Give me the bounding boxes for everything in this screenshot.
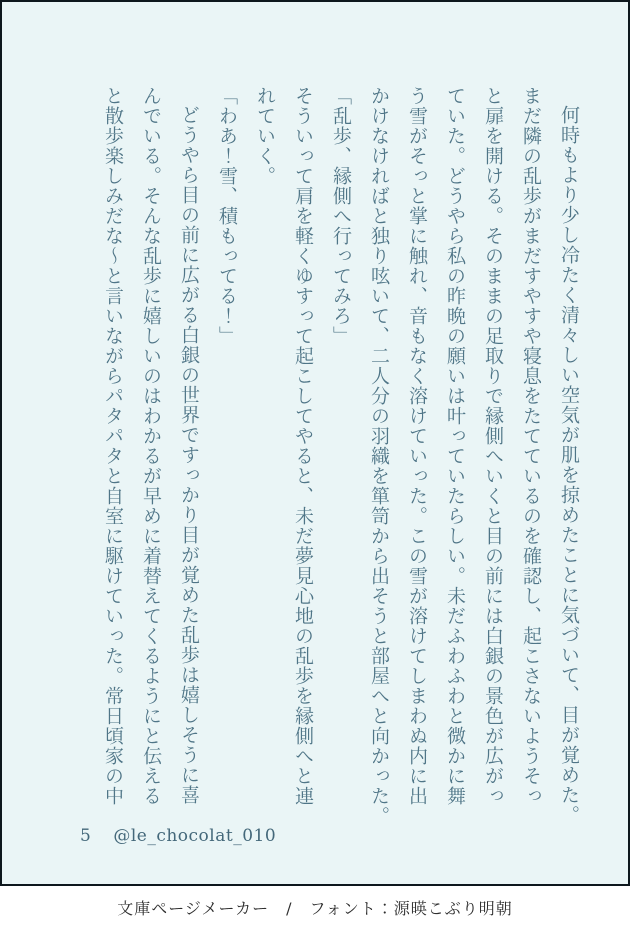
text-line: と散歩楽しみだな～と言いながらパタパタと自室に駆けていった。常日頃家の中 — [102, 86, 124, 806]
text-line: 何時もより少し冷たく清々しい空気が肌を掠めたことに気づいて、目が覚めた。 — [558, 105, 580, 825]
text-line: そういって肩を軽くゆすって起こしてやると、未だ夢見心地の乱歩を縁側へと連 — [292, 86, 314, 806]
text-line: れていく。 — [254, 86, 276, 186]
text-line: まだ隣の乱歩がまだすやすや寝息をたてているのを確認し、起こさないようそっ — [520, 86, 542, 806]
vertical-text-block — [94, 86, 588, 834]
author-handle: @le_chocolat_010 — [113, 826, 277, 846]
text-line: ていた。どうやら私の昨晩の願いは叶っていたらしい。未だふわふわと微かに舞 — [444, 86, 466, 806]
text-line: どうやら目の前に広がる白銀の世界ですっかり目が覚めた乱歩は嬉しそうに喜 — [178, 105, 200, 805]
page-footer-mark — [80, 826, 276, 846]
app-footer-bar — [0, 886, 630, 928]
dialogue-line: 「乱歩、縁側へ行ってみろ」 — [330, 86, 352, 346]
dialogue-line: 「わあ！雪、積もってる！」 — [216, 86, 238, 346]
text-line: んでいる。そんな乱歩に嬉しいのはわかるが早めに着替えてくるようにと伝える — [140, 86, 162, 806]
app-credit-label: 文庫ページメーカー / フォント：源暎こぶり明朝 — [117, 898, 513, 918]
page-number: 5 — [80, 826, 92, 846]
text-line: かけなければと独り呟いて、二人分の羽織を箪笥から出そうと部屋へと向かった。 — [368, 86, 390, 826]
text-line: う雪がそっと掌に触れ、音もなく溶けていった。この雪が溶けてしまわぬ内に出 — [406, 86, 428, 806]
text-line: と扉を開ける。そのままの足取りで縁側へいくと目の前には白銀の景色が広がっ — [482, 86, 504, 806]
